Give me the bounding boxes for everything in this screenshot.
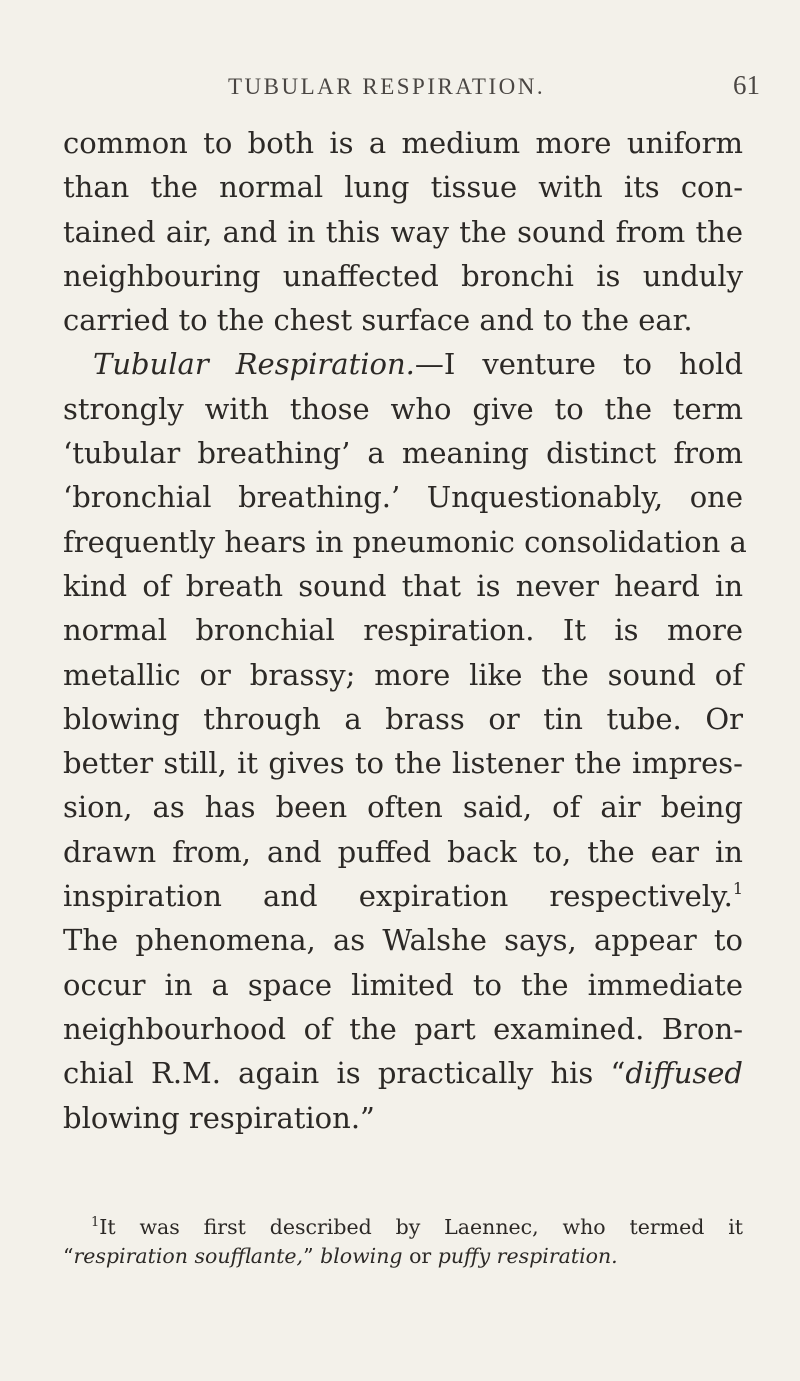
footnote-reference: 1 (732, 879, 743, 899)
text-line: blowing through a brass or tin tube. Or (63, 701, 743, 736)
text-line: drawn from, and puffed back to, the ear in (63, 834, 743, 869)
text-run: It was first described by Laennec, who termed it (99, 1215, 743, 1239)
page-number: 61 (733, 70, 760, 100)
emphasis-text: puffy respiration. (437, 1244, 618, 1268)
text-line: common to both is a medium more uniform (63, 126, 743, 160)
footnote (63, 1213, 743, 1271)
text-line: tained air, and in this way the sound from the (63, 214, 743, 249)
text-line: neighbouring unaffected bronchi is unduly (63, 258, 743, 293)
footnote-line (63, 1242, 743, 1271)
text-run: —I venture to hold (414, 347, 744, 382)
text-run: chial R.M. again is practically his “ (63, 1056, 626, 1091)
section-heading-line (63, 342, 743, 386)
text-line: strongly with those who give to the term (63, 391, 743, 426)
footnote-line (63, 1213, 743, 1242)
text-line: occur in a space limited to the immediate (63, 967, 743, 1002)
text-line: than the normal lung tissue with its con- (63, 170, 743, 205)
text-line: metallic or brassy; more like the sound of (63, 657, 743, 692)
text-line: ‘bronchial breathing.’ Unquestionably, one (63, 480, 743, 515)
footnote-marker: 1 (91, 1215, 100, 1230)
text-line (63, 1051, 743, 1095)
text-line-with-footnote-ref (63, 874, 743, 918)
text-line: The phenomena, as Walshe says, appear to (63, 923, 743, 958)
running-head-title: TUBULAR RESPIRATION. (228, 74, 546, 99)
text-run: or (402, 1244, 438, 1268)
emphasis-text: diffused (625, 1056, 743, 1091)
text-line: normal bronchial respiration. It is more (63, 613, 743, 648)
text-run: “ (63, 1244, 74, 1268)
section-heading: Tubular Respiration. (93, 347, 415, 382)
text-line: better still, it gives to the listener the impres- (63, 746, 743, 781)
text-line: neighbourhood of the part examined. Bron- (63, 1011, 743, 1046)
text-run: inspiration and expiration respectively. (63, 879, 733, 914)
emphasis-text: blowing (320, 1244, 403, 1268)
text-run: ” (303, 1244, 321, 1268)
text-line: sion, as has been often said, of air being (63, 790, 743, 825)
text-line: carried to the chest surface and to the ear. (63, 303, 693, 338)
text-line: kind of breath sound that is never heard in (63, 568, 743, 603)
running-head (0, 66, 800, 106)
text-line: frequently hears in pneumonic consolidation a (63, 524, 747, 559)
text-line: blowing respiration.” (63, 1100, 375, 1135)
text-line: ‘tubular breathing’ a meaning distinct from (63, 436, 743, 471)
body-text (63, 121, 747, 1140)
emphasis-text: respiration soufflante, (73, 1244, 304, 1268)
